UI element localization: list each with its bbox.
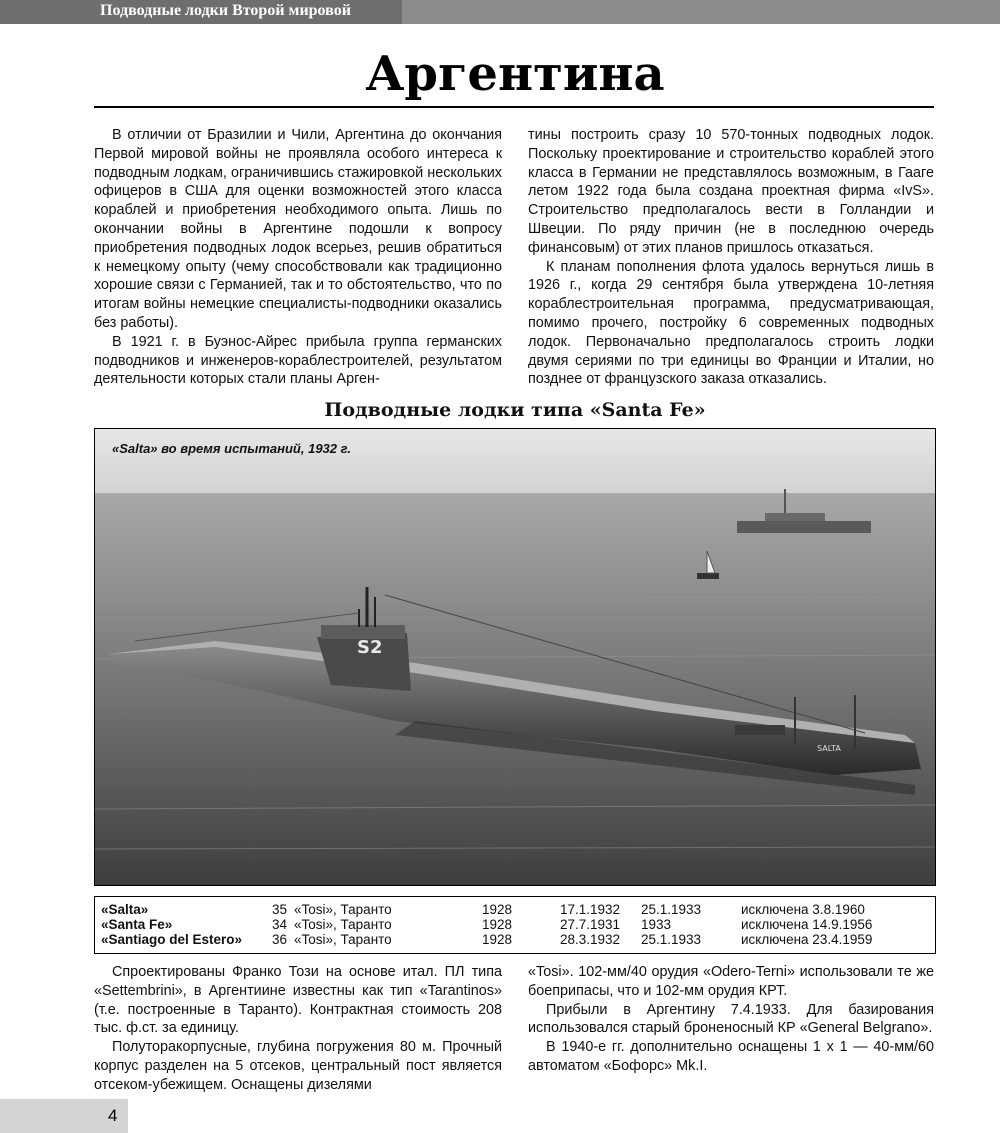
- page-title: Аргентина: [365, 46, 665, 102]
- sky: [95, 429, 935, 495]
- boat-commissioned: 25.1.1933: [641, 902, 702, 917]
- photo-caption: «Salta» во время испытаний, 1932 г.: [112, 441, 352, 456]
- running-header: Подводные лодки Второй мировой: [100, 2, 351, 19]
- title-rule: [94, 106, 934, 108]
- boat-fate: исключена 23.4.1959: [741, 932, 873, 947]
- paragraph: В 1921 г. в Буэнос-Айрес прибыла группа германских подводников и инженеров-кораблестроителей, результатом деятельности которых стали планы Арген-: [94, 333, 502, 388]
- paragraph: «Tosi». 102-мм/40 орудия «Odero-Terni» использовали те же боеприпасы, что и 102-мм орудия КРТ.: [528, 964, 934, 999]
- paragraph: В отличии от Бразилии и Чили, Аргентина до окончания Первой мировой войны не проявляла особого интереса к подводным лодкам, ограничившись стажировкой нескольких офицеров в США для оценки возможностей этого класса кораблей и приобретения необходимого опыта. Лишь по окончании войны в Аргентине подошли к вопросу приобретения подводных лодок всерьез, решив обратиться к немецкому опыту (чему способствовали как традиционно хорошие связи с Германией, так и то обстоятельство, что по итогам войны немецкие специалисты-подводники оказались без работы).: [94, 127, 502, 331]
- boat-name: «Salta»: [101, 902, 149, 917]
- boat-laid-down: 1928: [482, 917, 513, 932]
- description-right-column: [528, 963, 934, 1076]
- boat-number: 36: [272, 932, 288, 947]
- paragraph: тины построить сразу 10 570-тонных подводных лодок. Поскольку проектирование и строительство кораблей этого класса в Германии не представлялось возможным, в Гааге летом 1922 года была создана проектная фирма «IvS». Строительство предполагалось вести в Голландии и Швеции. По ряду причин (не в последнюю очередь финансовым) от этих планов пришлось отказаться.: [528, 127, 934, 256]
- paragraph: Спроектированы Франко Този на основе итал. ПЛ типа «Settembrini», в Аргентиине известны как тип «Tarantinos» (т.е. построенные в Таранто). Контрактная стоимость 208 тыс. ф.ст. за единицу.: [94, 964, 502, 1037]
- paragraph: К планам пополнения флота удалось вернуться лишь в 1926 г., когда 29 сентября была утверждена 10-летняя кораблестроительная программа, предусматривающая, помимо прочего, постройку 6 современных подводных лодок. Первоначально предполагалось строить лодки двумя сериями по три единицы во Франции и Италии, но позднее от французского заказа отказались.: [528, 258, 934, 388]
- hull-number: S2: [357, 637, 383, 658]
- paragraph: В 1940-е гг. дополнительно оснащены 1 х 1 — 40-мм/60 автоматом «Бофорс» Mk.I.: [528, 1039, 934, 1074]
- paragraph: Прибыли в Аргентину 7.4.1933. Для базирования использовался старый броненосный КР «General Belgrano».: [528, 1001, 934, 1037]
- boat-commissioned: 1933: [641, 917, 672, 932]
- boat-name: «Santa Fe»: [101, 917, 173, 932]
- paragraph: Полуторакорпусные, глубина погружения 80 м. Прочный корпус разделен на 5 отсеков, центральный пост является отсеком-убежищем. Оснащены дизелями: [94, 1039, 502, 1093]
- section-title: Подводные лодки типа «Santa Fe»: [324, 399, 706, 421]
- boat-fate: исключена 14.9.1956: [741, 917, 873, 932]
- intro-left-column: [94, 126, 502, 389]
- submarine-photo: [94, 428, 936, 886]
- boat-yard: «Tosi», Таранто: [294, 932, 392, 947]
- boat-number: 34: [272, 917, 288, 932]
- boat-name: «Santiago del Estero»: [101, 932, 243, 947]
- boat-fate: исключена 3.8.1960: [741, 902, 865, 917]
- boats-table: [94, 896, 936, 954]
- boat-commissioned: 25.1.1933: [641, 932, 702, 947]
- boat-launched: 27.7.1931: [560, 917, 621, 932]
- bow-name: SALTA: [817, 744, 841, 753]
- boat-launched: 28.3.1932: [560, 932, 621, 947]
- boat-launched: 17.1.1932: [560, 902, 621, 917]
- boat-laid-down: 1928: [482, 902, 513, 917]
- boat-yard: «Tosi», Таранто: [294, 902, 392, 917]
- boat-number: 35: [272, 902, 288, 917]
- photo-illustration: [95, 429, 935, 885]
- page-number: 4: [108, 1106, 118, 1125]
- intro-right-column: [528, 126, 934, 389]
- boat-yard: «Tosi», Таранто: [294, 917, 392, 932]
- description-left-column: [94, 963, 502, 1095]
- boat-laid-down: 1928: [482, 932, 513, 947]
